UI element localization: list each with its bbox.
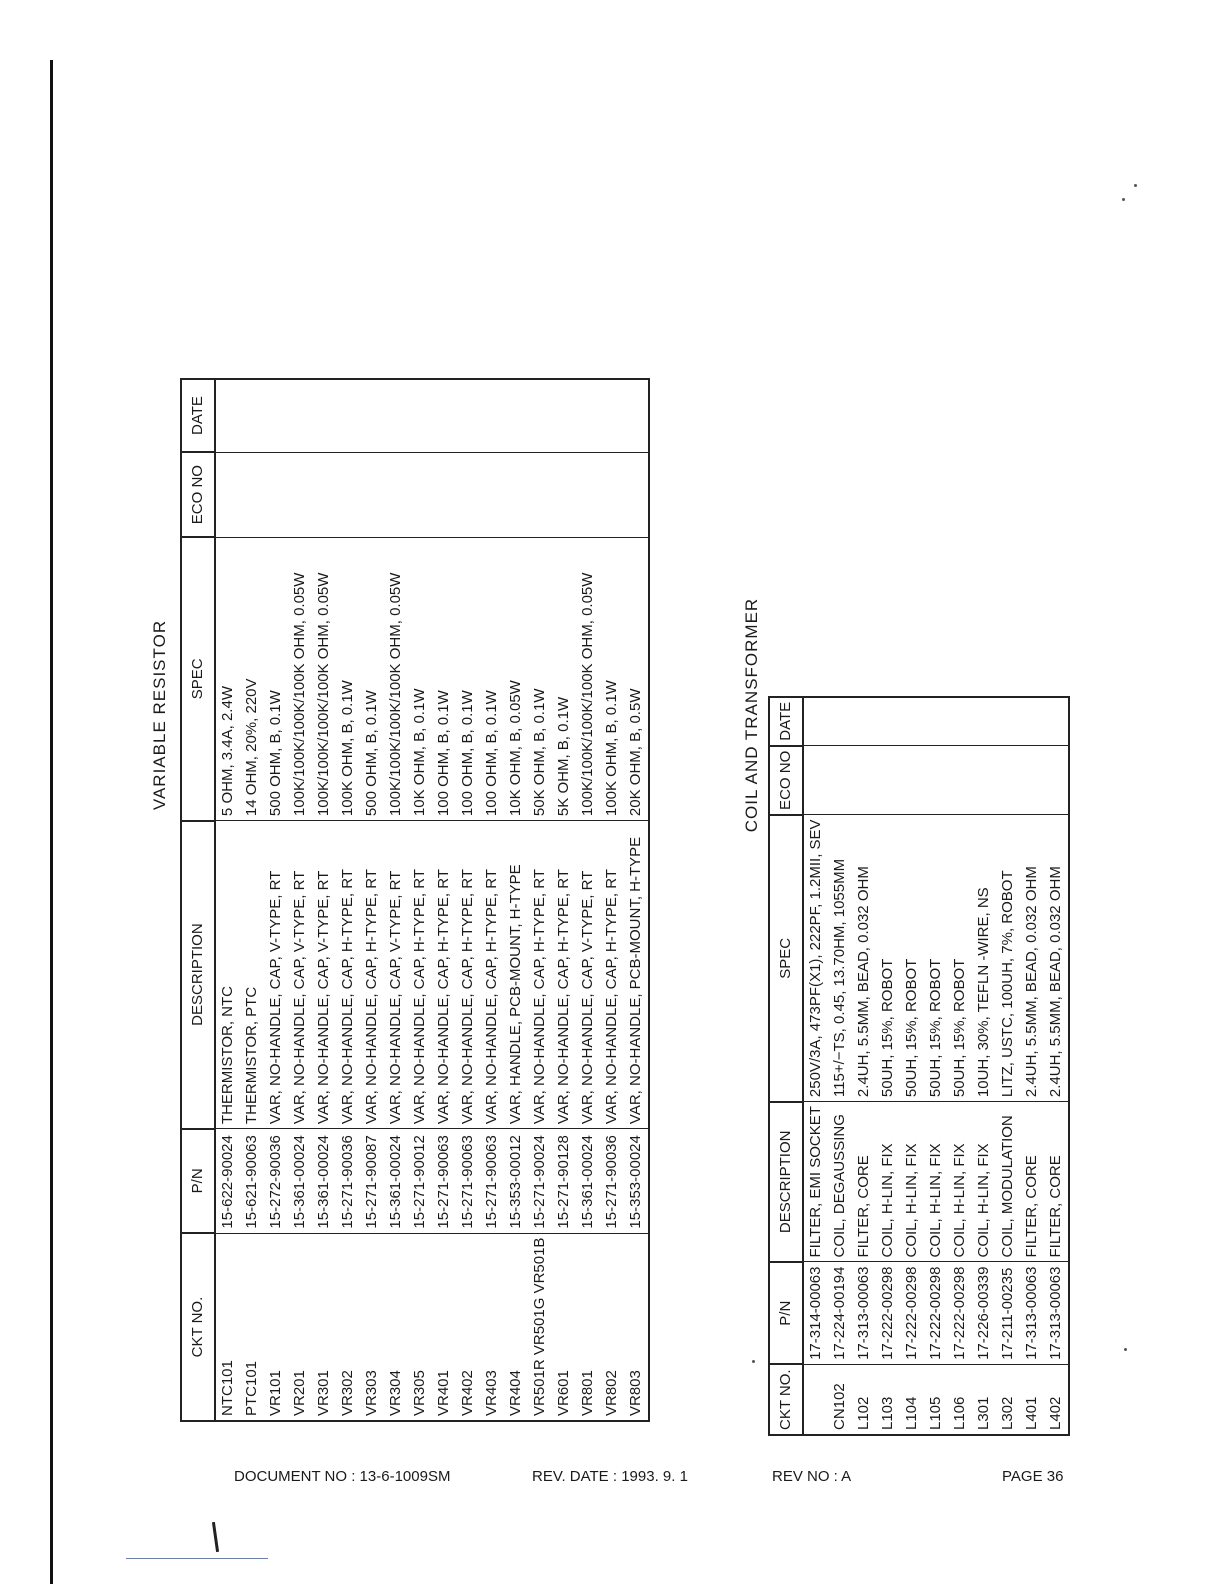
- cell-date: [803, 697, 828, 746]
- cell-description: VAR, NO-HANDLE, CAP, H-TYPE, RT: [336, 821, 360, 1129]
- cell-ckt-no: VR803: [624, 1233, 649, 1421]
- table-row: [312, 379, 336, 1421]
- cell-description: VAR, HANDLE, PCB-MOUNT, H-TYPE: [504, 821, 528, 1129]
- cell-ckt-no: VR303: [360, 1233, 384, 1421]
- cell-description: COIL, H-LIN, FIX: [972, 1102, 996, 1262]
- cell-eco-no: [312, 452, 336, 537]
- cell-description: THERMISTOR, NTC: [215, 821, 240, 1129]
- table-row: [288, 379, 312, 1421]
- cell-date: [528, 379, 552, 452]
- cell-date: [948, 697, 972, 746]
- cell-description: FILTER, CORE: [1020, 1102, 1044, 1262]
- cell-description: VAR, NO-HANDLE, CAP, H-TYPE, RT: [408, 821, 432, 1129]
- cell-eco-no: [600, 452, 624, 537]
- cell-date: [876, 697, 900, 746]
- table-title: COIL AND TRANSFORMER: [742, 597, 761, 833]
- cell-description: VAR, NO-HANDLE, CAP, H-TYPE, RT: [480, 821, 504, 1129]
- table-header-row: [181, 379, 215, 1421]
- cell-spec: 250V/3A, 473PF(X1), 222PF, 1.2MII, SEV: [803, 815, 828, 1102]
- cell-pn: 15-272-90036: [264, 1129, 288, 1233]
- cell-date: [504, 379, 528, 452]
- cell-ckt-no: L401: [1020, 1364, 1044, 1435]
- header-date: DATE: [181, 379, 215, 452]
- table-row: [852, 697, 876, 1435]
- cell-description: VAR, NO-HANDLE, CAP, H-TYPE, RT: [600, 821, 624, 1129]
- cell-ckt-no: VR301: [312, 1233, 336, 1421]
- cell-ckt-no: L402: [1044, 1364, 1069, 1435]
- cell-eco-no: [215, 452, 240, 537]
- scan-mark: [212, 1522, 219, 1552]
- cell-spec: 50UH, 15%, ROBOT: [900, 815, 924, 1102]
- cell-description: FILTER, CORE: [852, 1102, 876, 1262]
- cell-eco-no: [624, 452, 649, 537]
- cell-ckt-no: PTC101: [240, 1233, 264, 1421]
- cell-spec: 100 OHM, B, 0.1W: [480, 537, 504, 820]
- cell-spec: 100K/100K/100K/100K OHM, 0.05W: [576, 537, 600, 820]
- table-row: [456, 379, 480, 1421]
- cell-date: [432, 379, 456, 452]
- cell-pn: 17-226-00339: [972, 1262, 996, 1364]
- cell-pn: 15-361-00024: [576, 1129, 600, 1233]
- cell-date: [408, 379, 432, 452]
- table-row: [803, 697, 828, 1435]
- binding-edge-line: [50, 60, 53, 1584]
- coil-transformer-table: [768, 696, 1070, 1436]
- cell-ckt-no: VR304: [384, 1233, 408, 1421]
- cell-eco-no: [576, 452, 600, 537]
- cell-eco-no: [504, 452, 528, 537]
- cell-date: [480, 379, 504, 452]
- cell-date: [1044, 697, 1069, 746]
- cell-ckt-no: L104: [900, 1364, 924, 1435]
- table-row: [972, 697, 996, 1435]
- cell-description: VAR, NO-HANDLE, CAP, H-TYPE, RT: [432, 821, 456, 1129]
- cell-eco-no: [924, 746, 948, 815]
- variable-resistor-table: [180, 378, 650, 1422]
- cell-description: VAR, NO-HANDLE, CAP, H-TYPE, RT: [360, 821, 384, 1129]
- cell-pn: 17-222-00298: [948, 1262, 972, 1364]
- table-row: [480, 379, 504, 1421]
- cell-pn: 17-314-00063: [803, 1262, 828, 1364]
- cell-ckt-no: L106: [948, 1364, 972, 1435]
- cell-description: FILTER, EMI SOCKET: [803, 1102, 828, 1262]
- cell-eco-no: [1020, 746, 1044, 815]
- scan-speck: [1124, 1348, 1127, 1351]
- cell-spec: 50UH, 15%, ROBOT: [948, 815, 972, 1102]
- cell-spec: 100K/100K/100K/100K OHM, 0.05W: [288, 537, 312, 820]
- cell-eco-no: [240, 452, 264, 537]
- cell-date: [312, 379, 336, 452]
- cell-pn: 17-211-00235: [996, 1262, 1020, 1364]
- header-pn: P/N: [769, 1262, 803, 1364]
- cell-ckt-no: [803, 1364, 828, 1435]
- cell-pn: 15-353-00024: [624, 1129, 649, 1233]
- scan-speck: [752, 1360, 755, 1363]
- cell-pn: 15-271-90036: [600, 1129, 624, 1233]
- header-eco-no: ECO NO: [769, 746, 803, 815]
- cell-eco-no: [1044, 746, 1069, 815]
- cell-spec: 100K/100K/100K/100K OHM, 0.05W: [312, 537, 336, 820]
- coil-transformer-table-wrap: [768, 696, 1070, 1436]
- cell-pn: 15-361-00024: [384, 1129, 408, 1233]
- cell-date: [972, 697, 996, 746]
- cell-description: VAR, NO-HANDLE, CAP, V-TYPE, RT: [312, 821, 336, 1129]
- cell-pn: 15-271-90063: [480, 1129, 504, 1233]
- page-number: PAGE 36: [1002, 1468, 1064, 1485]
- cell-date: [900, 697, 924, 746]
- cell-date: [624, 379, 649, 452]
- cell-description: COIL, MODULATION: [996, 1102, 1020, 1262]
- cell-ckt-no: VR402: [456, 1233, 480, 1421]
- cell-pn: 15-271-90128: [552, 1129, 576, 1233]
- cell-eco-no: [360, 452, 384, 537]
- cell-eco-no: [336, 452, 360, 537]
- table-row: [1044, 697, 1069, 1435]
- cell-ckt-no: VR302: [336, 1233, 360, 1421]
- cell-eco-no: [264, 452, 288, 537]
- cell-ckt-no: CN102: [828, 1364, 852, 1435]
- cell-date: [288, 379, 312, 452]
- cell-eco-no: [828, 746, 852, 815]
- cell-ckt-no: NTC101: [215, 1233, 240, 1421]
- cell-date: [924, 697, 948, 746]
- cell-description: VAR, NO-HANDLE, CAP, V-TYPE, RT: [576, 821, 600, 1129]
- document-number: DOCUMENT NO : 13-6-1009SM: [234, 1468, 451, 1485]
- cell-pn: 15-271-90024: [528, 1129, 552, 1233]
- table-row: [432, 379, 456, 1421]
- cell-description: VAR, NO-HANDLE, CAP, H-TYPE, RT: [456, 821, 480, 1129]
- table-row: [336, 379, 360, 1421]
- table-row: [1020, 697, 1044, 1435]
- scan-speck: [1134, 184, 1137, 187]
- cell-date: [384, 379, 408, 452]
- cell-spec: 2.4UH, 5.5MM, BEAD, 0.032 OHM: [852, 815, 876, 1102]
- cell-date: [264, 379, 288, 452]
- cell-spec: 50K OHM, B, 0.1W: [528, 537, 552, 820]
- cell-eco-no: [456, 452, 480, 537]
- cell-spec: 50UH, 15%, ROBOT: [876, 815, 900, 1102]
- cell-pn: 17-313-00063: [1044, 1262, 1069, 1364]
- cell-spec: 10UH, 30%, TEFLN -WIRE, NS: [972, 815, 996, 1102]
- cell-spec: 100 OHM, B, 0.1W: [432, 537, 456, 820]
- cell-description: VAR, NO-HANDLE, PCB-MOUNT, H-TYPE: [624, 821, 649, 1129]
- cell-spec: 5K OHM, B, 0.1W: [552, 537, 576, 820]
- cell-pn: 17-224-00194: [828, 1262, 852, 1364]
- cell-pn: 17-313-00063: [1020, 1262, 1044, 1364]
- cell-spec: 20K OHM, B, 0.5W: [624, 537, 649, 820]
- cell-pn: 17-222-00298: [876, 1262, 900, 1364]
- cell-date: [215, 379, 240, 452]
- cell-ckt-no: L301: [972, 1364, 996, 1435]
- table-row: [528, 379, 552, 1421]
- cell-date: [828, 697, 852, 746]
- table-row: [240, 379, 264, 1421]
- cell-description: COIL, H-LIN, FIX: [900, 1102, 924, 1262]
- cell-pn: 15-271-90063: [456, 1129, 480, 1233]
- cell-date: [996, 697, 1020, 746]
- cell-description: VAR, NO-HANDLE, CAP, V-TYPE, RT: [288, 821, 312, 1129]
- scan-speck: [1122, 198, 1125, 201]
- cell-pn: 15-353-00012: [504, 1129, 528, 1233]
- table-row: [360, 379, 384, 1421]
- cell-eco-no: [384, 452, 408, 537]
- cell-spec: 100K/100K/100K/100K OHM, 0.05W: [384, 537, 408, 820]
- cell-ckt-no: L102: [852, 1364, 876, 1435]
- cell-date: [456, 379, 480, 452]
- header-description: DESCRIPTION: [181, 821, 215, 1129]
- header-eco-no: ECO NO: [181, 452, 215, 537]
- cell-ckt-no: VR101: [264, 1233, 288, 1421]
- cell-spec: 115+/−TS, 0.45, 13.70HM, 1055MM: [828, 815, 852, 1102]
- cell-description: COIL, DEGAUSSING: [828, 1102, 852, 1262]
- cell-pn: 15-271-90087: [360, 1129, 384, 1233]
- cell-date: [240, 379, 264, 452]
- table-row: [948, 697, 972, 1435]
- variable-resistor-table-wrap: [180, 378, 650, 1422]
- cell-pn: 15-361-00024: [312, 1129, 336, 1233]
- cell-description: VAR, NO-HANDLE, CAP, V-TYPE, RT: [384, 821, 408, 1129]
- blue-rule: [126, 1558, 268, 1559]
- cell-pn: 15-271-90036: [336, 1129, 360, 1233]
- cell-ckt-no: VR501R VR501G VR501B: [528, 1233, 552, 1421]
- cell-description: THERMISTOR, PTC: [240, 821, 264, 1129]
- cell-pn: 15-621-90063: [240, 1129, 264, 1233]
- cell-spec: 2.4UH, 5.5MM, BEAD, 0.032 OHM: [1020, 815, 1044, 1102]
- cell-description: VAR, NO-HANDLE, CAP, V-TYPE, RT: [264, 821, 288, 1129]
- cell-description: FILTER, CORE: [1044, 1102, 1069, 1262]
- cell-pn: 15-622-90024: [215, 1129, 240, 1233]
- cell-eco-no: [876, 746, 900, 815]
- table-row: [900, 697, 924, 1435]
- cell-ckt-no: VR401: [432, 1233, 456, 1421]
- table-row: [264, 379, 288, 1421]
- cell-pn: 15-361-00024: [288, 1129, 312, 1233]
- cell-spec: 100K OHM, B, 0.1W: [600, 537, 624, 820]
- cell-date: [552, 379, 576, 452]
- table-row: [504, 379, 528, 1421]
- cell-eco-no: [852, 746, 876, 815]
- cell-ckt-no: L103: [876, 1364, 900, 1435]
- cell-date: [336, 379, 360, 452]
- cell-eco-no: [996, 746, 1020, 815]
- cell-eco-no: [552, 452, 576, 537]
- cell-pn: 17-222-00298: [924, 1262, 948, 1364]
- revision-date: REV. DATE : 1993. 9. 1: [532, 1468, 688, 1485]
- cell-eco-no: [432, 452, 456, 537]
- cell-ckt-no: VR404: [504, 1233, 528, 1421]
- table-row: [828, 697, 852, 1435]
- cell-ckt-no: VR802: [600, 1233, 624, 1421]
- cell-ckt-no: L302: [996, 1364, 1020, 1435]
- cell-pn: 15-271-90012: [408, 1129, 432, 1233]
- cell-eco-no: [972, 746, 996, 815]
- header-spec: SPEC: [769, 815, 803, 1102]
- table-title: VARIABLE RESISTOR: [150, 619, 169, 811]
- cell-pn: 17-313-00063: [852, 1262, 876, 1364]
- header-pn: P/N: [181, 1129, 215, 1233]
- header-description: DESCRIPTION: [769, 1102, 803, 1262]
- cell-spec: 500 OHM, B, 0.1W: [264, 537, 288, 820]
- cell-spec: 100K OHM, B, 0.1W: [336, 537, 360, 820]
- cell-description: COIL, H-LIN, FIX: [924, 1102, 948, 1262]
- revision-number: REV NO : A: [772, 1468, 852, 1485]
- table-row: [600, 379, 624, 1421]
- cell-ckt-no: L105: [924, 1364, 948, 1435]
- table-row: [876, 697, 900, 1435]
- table-row: [624, 379, 649, 1421]
- cell-spec: 10K OHM, B, 0.1W: [408, 537, 432, 820]
- cell-eco-no: [408, 452, 432, 537]
- cell-pn: 17-222-00298: [900, 1262, 924, 1364]
- table-row: [576, 379, 600, 1421]
- cell-description: VAR, NO-HANDLE, CAP, H-TYPE, RT: [528, 821, 552, 1129]
- cell-eco-no: [288, 452, 312, 537]
- cell-spec: 2.4UH, 5.5MM, BEAD, 0.032 OHM: [1044, 815, 1069, 1102]
- cell-eco-no: [948, 746, 972, 815]
- cell-date: [600, 379, 624, 452]
- cell-spec: 100 OHM, B, 0.1W: [456, 537, 480, 820]
- cell-description: COIL, H-LIN, FIX: [876, 1102, 900, 1262]
- table-row: [384, 379, 408, 1421]
- table-row: [996, 697, 1020, 1435]
- table-row: [408, 379, 432, 1421]
- table-row: [215, 379, 240, 1421]
- cell-ckt-no: VR403: [480, 1233, 504, 1421]
- table-row: [924, 697, 948, 1435]
- cell-spec: 50UH, 15%, ROBOT: [924, 815, 948, 1102]
- cell-date: [576, 379, 600, 452]
- header-ckt-no: CKT NO.: [181, 1233, 215, 1421]
- cell-description: COIL, H-LIN, FIX: [948, 1102, 972, 1262]
- cell-ckt-no: VR305: [408, 1233, 432, 1421]
- cell-spec: 5 OHM, 3.4A, 2.4W: [215, 537, 240, 820]
- cell-eco-no: [480, 452, 504, 537]
- cell-pn: 15-271-90063: [432, 1129, 456, 1233]
- cell-date: [1020, 697, 1044, 746]
- cell-eco-no: [900, 746, 924, 815]
- cell-date: [852, 697, 876, 746]
- cell-date: [360, 379, 384, 452]
- cell-ckt-no: VR801: [576, 1233, 600, 1421]
- header-date: DATE: [769, 697, 803, 746]
- cell-spec: 10K OHM, B, 0.05W: [504, 537, 528, 820]
- cell-spec: 500 OHM, B, 0.1W: [360, 537, 384, 820]
- header-ckt-no: CKT NO.: [769, 1364, 803, 1435]
- cell-spec: 14 OHM, 20%, 220V: [240, 537, 264, 820]
- table-header-row: [769, 697, 803, 1435]
- cell-ckt-no: VR601: [552, 1233, 576, 1421]
- cell-ckt-no: VR201: [288, 1233, 312, 1421]
- cell-eco-no: [528, 452, 552, 537]
- cell-eco-no: [803, 746, 828, 815]
- header-spec: SPEC: [181, 537, 215, 820]
- cell-spec: LITZ, USTC, 100UH, 7%, ROBOT: [996, 815, 1020, 1102]
- cell-description: VAR, NO-HANDLE, CAP, H-TYPE, RT: [552, 821, 576, 1129]
- table-row: [552, 379, 576, 1421]
